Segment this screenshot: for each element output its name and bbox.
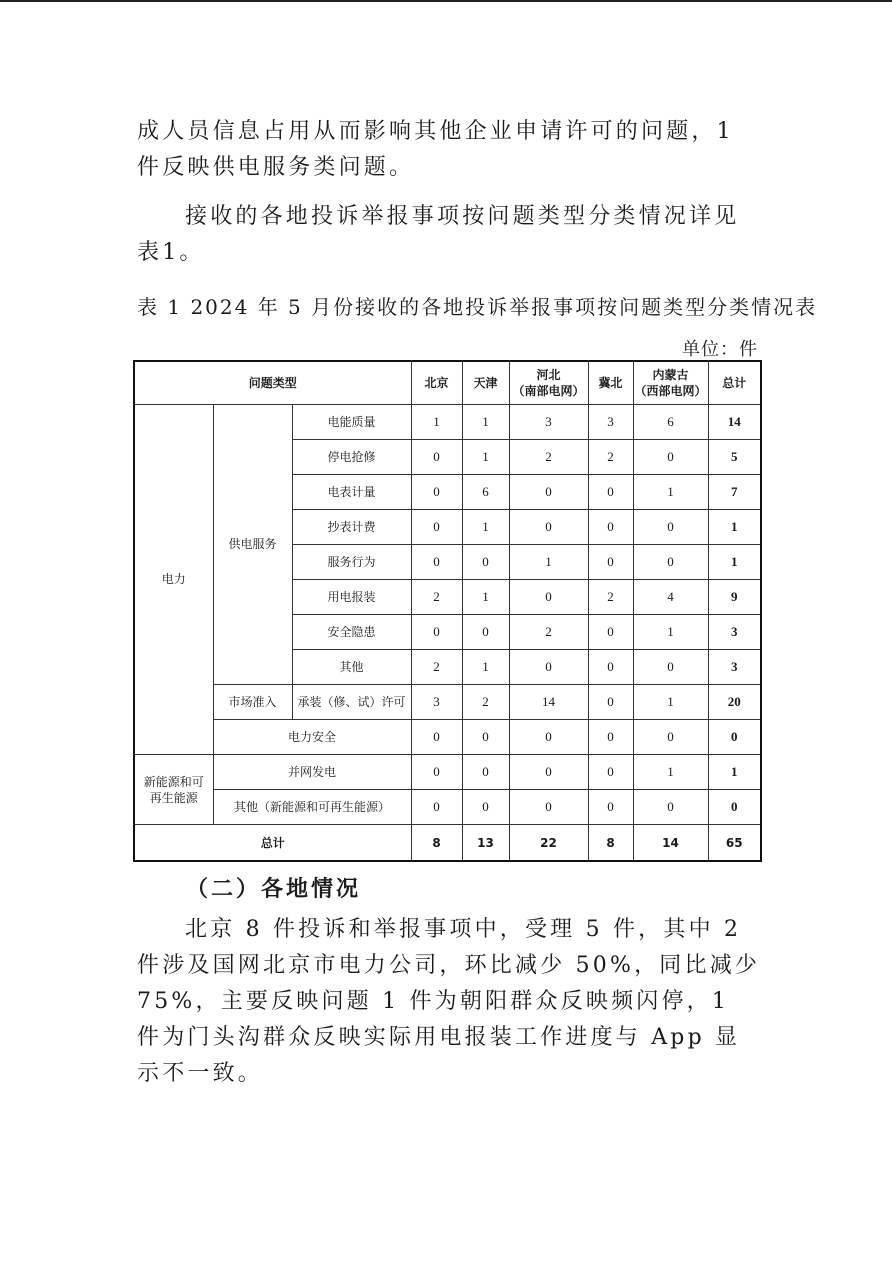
cell-beijing: 0: [411, 790, 462, 825]
header-hebei-line1: 河北: [536, 367, 561, 382]
cell-total: 5: [708, 439, 761, 474]
cell-neimenggu: 1: [633, 685, 708, 720]
cell-tianjin: 0: [462, 755, 509, 790]
cell-beijing: 1: [411, 404, 462, 439]
cell-hebei: 0: [509, 649, 588, 684]
cell-hebei: 1: [509, 544, 588, 579]
cell-total: 1: [708, 509, 761, 544]
cell-neimenggu: 0: [633, 439, 708, 474]
cell-tianjin: 6: [462, 474, 509, 509]
cell-jibei: 0: [588, 544, 633, 579]
table-row: [134, 720, 761, 755]
cell-beijing: 0: [411, 474, 462, 509]
header-hebei-line2: （南部电网）: [512, 383, 585, 398]
cell-neimenggu: 1: [633, 755, 708, 790]
cell-hebei: 0: [509, 474, 588, 509]
cell-beijing: 2: [411, 649, 462, 684]
row-label: 承装（修、试）许可: [292, 685, 411, 720]
cell-total: 14: [708, 404, 761, 439]
header-problem-type: 问题类型: [134, 361, 411, 404]
cell-beijing: 2: [411, 579, 462, 614]
cell-total: 3: [708, 614, 761, 649]
cell-total: 0: [708, 790, 761, 825]
cell-neimenggu: 6: [633, 404, 708, 439]
cell-tianjin: 0: [462, 790, 509, 825]
total-hebei: 22: [509, 825, 588, 861]
group-supply-service: 供电服务: [213, 404, 292, 685]
cell-hebei: 0: [509, 720, 588, 755]
table-header-row: [134, 361, 761, 404]
unit-label: 单位：件: [682, 339, 758, 360]
row-label: 停电抢修: [292, 439, 411, 474]
paragraph-3: 北京 8 件投诉和举报事项中，受理 5 件，其中 2 件涉及国网北京市电力公司，环比减少 50%，同比减少 75%，主要反映问题 1 件为朝阳群众反映频闪停，1 件为门头沟群众反映实际用电报装工作进度与 App 显示不一致。: [137, 917, 761, 1086]
table-row: [134, 685, 761, 720]
table-row: [134, 404, 761, 439]
total-neimenggu: 14: [633, 825, 708, 861]
cell-tianjin: 2: [462, 685, 509, 720]
total-beijing: 8: [411, 825, 462, 861]
cell-hebei: 3: [509, 404, 588, 439]
cell-beijing: 0: [411, 439, 462, 474]
cell-tianjin: 1: [462, 404, 509, 439]
cell-beijing: 0: [411, 755, 462, 790]
cell-beijing: 0: [411, 614, 462, 649]
group-new-energy-line1: 新能源和可: [143, 774, 204, 789]
row-label: 安全隐患: [292, 614, 411, 649]
cell-neimenggu: 1: [633, 474, 708, 509]
header-tianjin: 天津: [462, 361, 509, 404]
header-beijing: 北京: [411, 361, 462, 404]
cell-jibei: 0: [588, 755, 633, 790]
cell-neimenggu: 0: [633, 790, 708, 825]
row-label: 用电报装: [292, 579, 411, 614]
table-caption: 表 1 2024 年 5 月份接收的各地投诉举报事项按问题类型分类情况表: [137, 295, 818, 319]
cell-beijing: 0: [411, 544, 462, 579]
cell-beijing: 0: [411, 509, 462, 544]
table-total-row: [134, 825, 761, 861]
cell-tianjin: 0: [462, 720, 509, 755]
group-new-energy-line2: 再生能源: [149, 790, 198, 805]
row-label: 电力安全: [213, 720, 411, 755]
cell-hebei: 0: [509, 509, 588, 544]
cell-jibei: 0: [588, 474, 633, 509]
header-hebei: [509, 361, 588, 404]
paragraph-1: 成人员信息占用从而影响其他企业申请许可的问题，1 件反映供电服务类问题。: [137, 119, 734, 180]
section-heading: （二）各地情况: [186, 877, 362, 902]
total-label: 总计: [134, 825, 411, 861]
complaint-table: [133, 360, 762, 862]
cell-hebei: 0: [509, 755, 588, 790]
cell-neimenggu: 0: [633, 649, 708, 684]
header-neimenggu-line2: （西部电网）: [634, 383, 707, 398]
cell-jibei: 3: [588, 404, 633, 439]
cell-total: 1: [708, 755, 761, 790]
cell-hebei: 0: [509, 790, 588, 825]
header-jibei: 冀北: [588, 361, 633, 404]
group-electricity: 电力: [134, 404, 213, 755]
cell-jibei: 2: [588, 439, 633, 474]
cell-neimenggu: 1: [633, 614, 708, 649]
cell-tianjin: 1: [462, 509, 509, 544]
cell-tianjin: 0: [462, 614, 509, 649]
cell-jibei: 0: [588, 614, 633, 649]
cell-jibei: 0: [588, 720, 633, 755]
cell-total: 9: [708, 579, 761, 614]
cell-jibei: 0: [588, 685, 633, 720]
table-row: [134, 755, 761, 790]
group-market-access: 市场准入: [213, 685, 292, 720]
cell-total: 3: [708, 649, 761, 684]
cell-total: 7: [708, 474, 761, 509]
row-label: 电表计量: [292, 474, 411, 509]
cell-tianjin: 1: [462, 439, 509, 474]
cell-beijing: 3: [411, 685, 462, 720]
cell-total: 20: [708, 685, 761, 720]
cell-total: 1: [708, 544, 761, 579]
cell-tianjin: 0: [462, 544, 509, 579]
cell-jibei: 0: [588, 509, 633, 544]
row-label: 抄表计费: [292, 509, 411, 544]
page-top-border: [0, 0, 892, 2]
cell-hebei: 14: [509, 685, 588, 720]
cell-jibei: 0: [588, 790, 633, 825]
cell-hebei: 2: [509, 439, 588, 474]
cell-hebei: 0: [509, 579, 588, 614]
cell-neimenggu: 0: [633, 509, 708, 544]
paragraph-2: 接收的各地投诉举报事项按问题类型分类情况详见表1。: [137, 204, 740, 265]
table-row: [134, 790, 761, 825]
cell-neimenggu: 4: [633, 579, 708, 614]
row-label: 其他: [292, 649, 411, 684]
cell-tianjin: 1: [462, 649, 509, 684]
header-neimenggu: [633, 361, 708, 404]
cell-jibei: 2: [588, 579, 633, 614]
row-label: 电能质量: [292, 404, 411, 439]
cell-beijing: 0: [411, 720, 462, 755]
total-tianjin: 13: [462, 825, 509, 861]
total-jibei: 8: [588, 825, 633, 861]
header-total: 总计: [708, 361, 761, 404]
cell-total: 0: [708, 720, 761, 755]
cell-neimenggu: 0: [633, 720, 708, 755]
row-label: 并网发电: [213, 755, 411, 790]
cell-neimenggu: 0: [633, 544, 708, 579]
row-label: 其他（新能源和可再生能源）: [213, 790, 411, 825]
header-neimenggu-line1: 内蒙古: [652, 367, 689, 382]
group-new-energy: [134, 755, 213, 825]
cell-hebei: 2: [509, 614, 588, 649]
row-label: 服务行为: [292, 544, 411, 579]
cell-tianjin: 1: [462, 579, 509, 614]
cell-jibei: 0: [588, 649, 633, 684]
total-all: 65: [708, 825, 761, 861]
